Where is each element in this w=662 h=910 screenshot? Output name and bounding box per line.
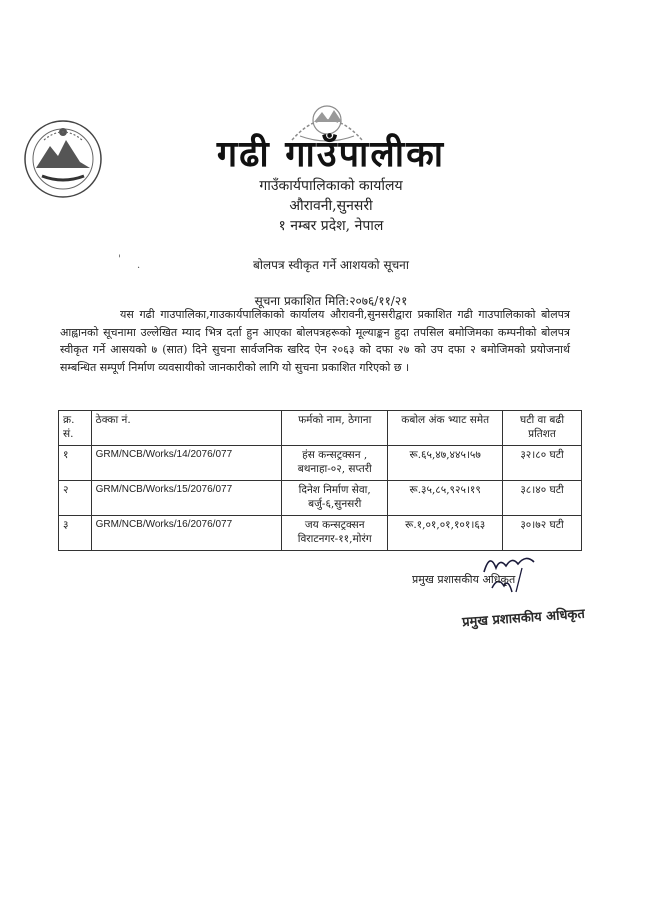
firm-address: बथनाहा-०२, सप्तरी <box>297 463 372 475</box>
cell-sn: ३ <box>59 516 92 551</box>
header-percent: घटी वा बढी प्रतिशत <box>503 411 582 446</box>
municipality-title: गढी गाउँपालीका <box>216 133 446 175</box>
header-firm: फर्मको नाम, ठेगाना <box>282 411 388 446</box>
header-amount: कबोल अंक भ्याट समेत <box>388 411 503 446</box>
firm-address: बर्जु-६,सुनसरी <box>308 498 362 510</box>
cell-percent: ३२।८० घटी <box>503 446 582 481</box>
cell-contract: GRM/NCB/Works/15/2076/077 <box>91 481 281 516</box>
firm-name: दिनेश निर्माण सेवा, <box>298 484 371 496</box>
header-sn: क्र. सं. <box>59 411 92 446</box>
cell-firm <box>282 516 388 551</box>
office-location: औरावनी,सुनसरी <box>289 198 373 214</box>
cell-firm <box>282 481 388 516</box>
cell-contract: GRM/NCB/Works/16/2076/077 <box>91 516 281 551</box>
firm-name: जय कन्सट्रक्सन <box>304 519 365 531</box>
header-contract: ठेक्का नं. <box>91 411 281 446</box>
bid-award-table <box>58 410 582 551</box>
published-date: सूचना प्रकाशित मिति:२०७६/११/२१ <box>254 294 408 308</box>
cell-sn: २ <box>59 481 92 516</box>
table-row <box>59 446 582 481</box>
cell-sn: १ <box>59 446 92 481</box>
office-name: गाउँकार्यपालिकाको कार्यालय <box>259 178 403 194</box>
cell-amount: रू.३५,८५,९२५।१९ <box>388 481 503 516</box>
cell-percent: ३०।७२ घटी <box>503 516 582 551</box>
scan-mark: · <box>137 263 141 274</box>
table-row <box>59 481 582 516</box>
official-stamp: प्रमुख प्रशासकीय अधिकृत <box>461 606 586 631</box>
table-row <box>59 516 582 551</box>
office-province: १ नम्बर प्रदेश, नेपाल <box>278 218 384 234</box>
table-header-row <box>59 411 582 446</box>
scan-mark: ' <box>118 254 121 265</box>
cell-amount: रू.१,०१,०१,१०१।६३ <box>388 516 503 551</box>
firm-name: हंस कन्सट्रक्सन , <box>302 449 368 461</box>
cell-amount: रू.६५,४७,४४५।५७ <box>388 446 503 481</box>
notice-heading: बोलपत्र स्वीकृत गर्ने आशयको सूचना <box>253 258 409 272</box>
cell-contract: GRM/NCB/Works/14/2076/077 <box>91 446 281 481</box>
cell-percent: ३८।४० घटी <box>503 481 582 516</box>
cell-firm <box>282 446 388 481</box>
notice-body: यस गढी गाउपालिका,गाउकार्यपालिकाको कार्यालय औरावनी,सुनसरीद्वारा प्रकाशित गढी गाउपालिकाको बोलपत्र आह्वानको सूचनामा उल्लेखित म्याद भित्र दर्ता हुन आएका बोलपत्रहरूको मूल्याङ्कन हुदा तपसिल बमोजिमका कम्पनीको बोलपत्र स्वीकृत गर्ने आसयको ७ (सात) दिने सुचना सार्वजनिक खरिद ऐन २०६३ को दफा २७ को उप दफा २ बमोजिमको प्रयोजनार्थ सम्बन्धित सम्पूर्ण निर्माण व्यवसायीको जानकारीको लागि यो सुचना प्रकाशित गरिएको छ । <box>60 308 570 374</box>
signatory-title: प्रमुख प्रशासकीय अधिकृत <box>412 573 516 586</box>
firm-address: विराटनगर-११,मोरंग <box>297 533 372 545</box>
